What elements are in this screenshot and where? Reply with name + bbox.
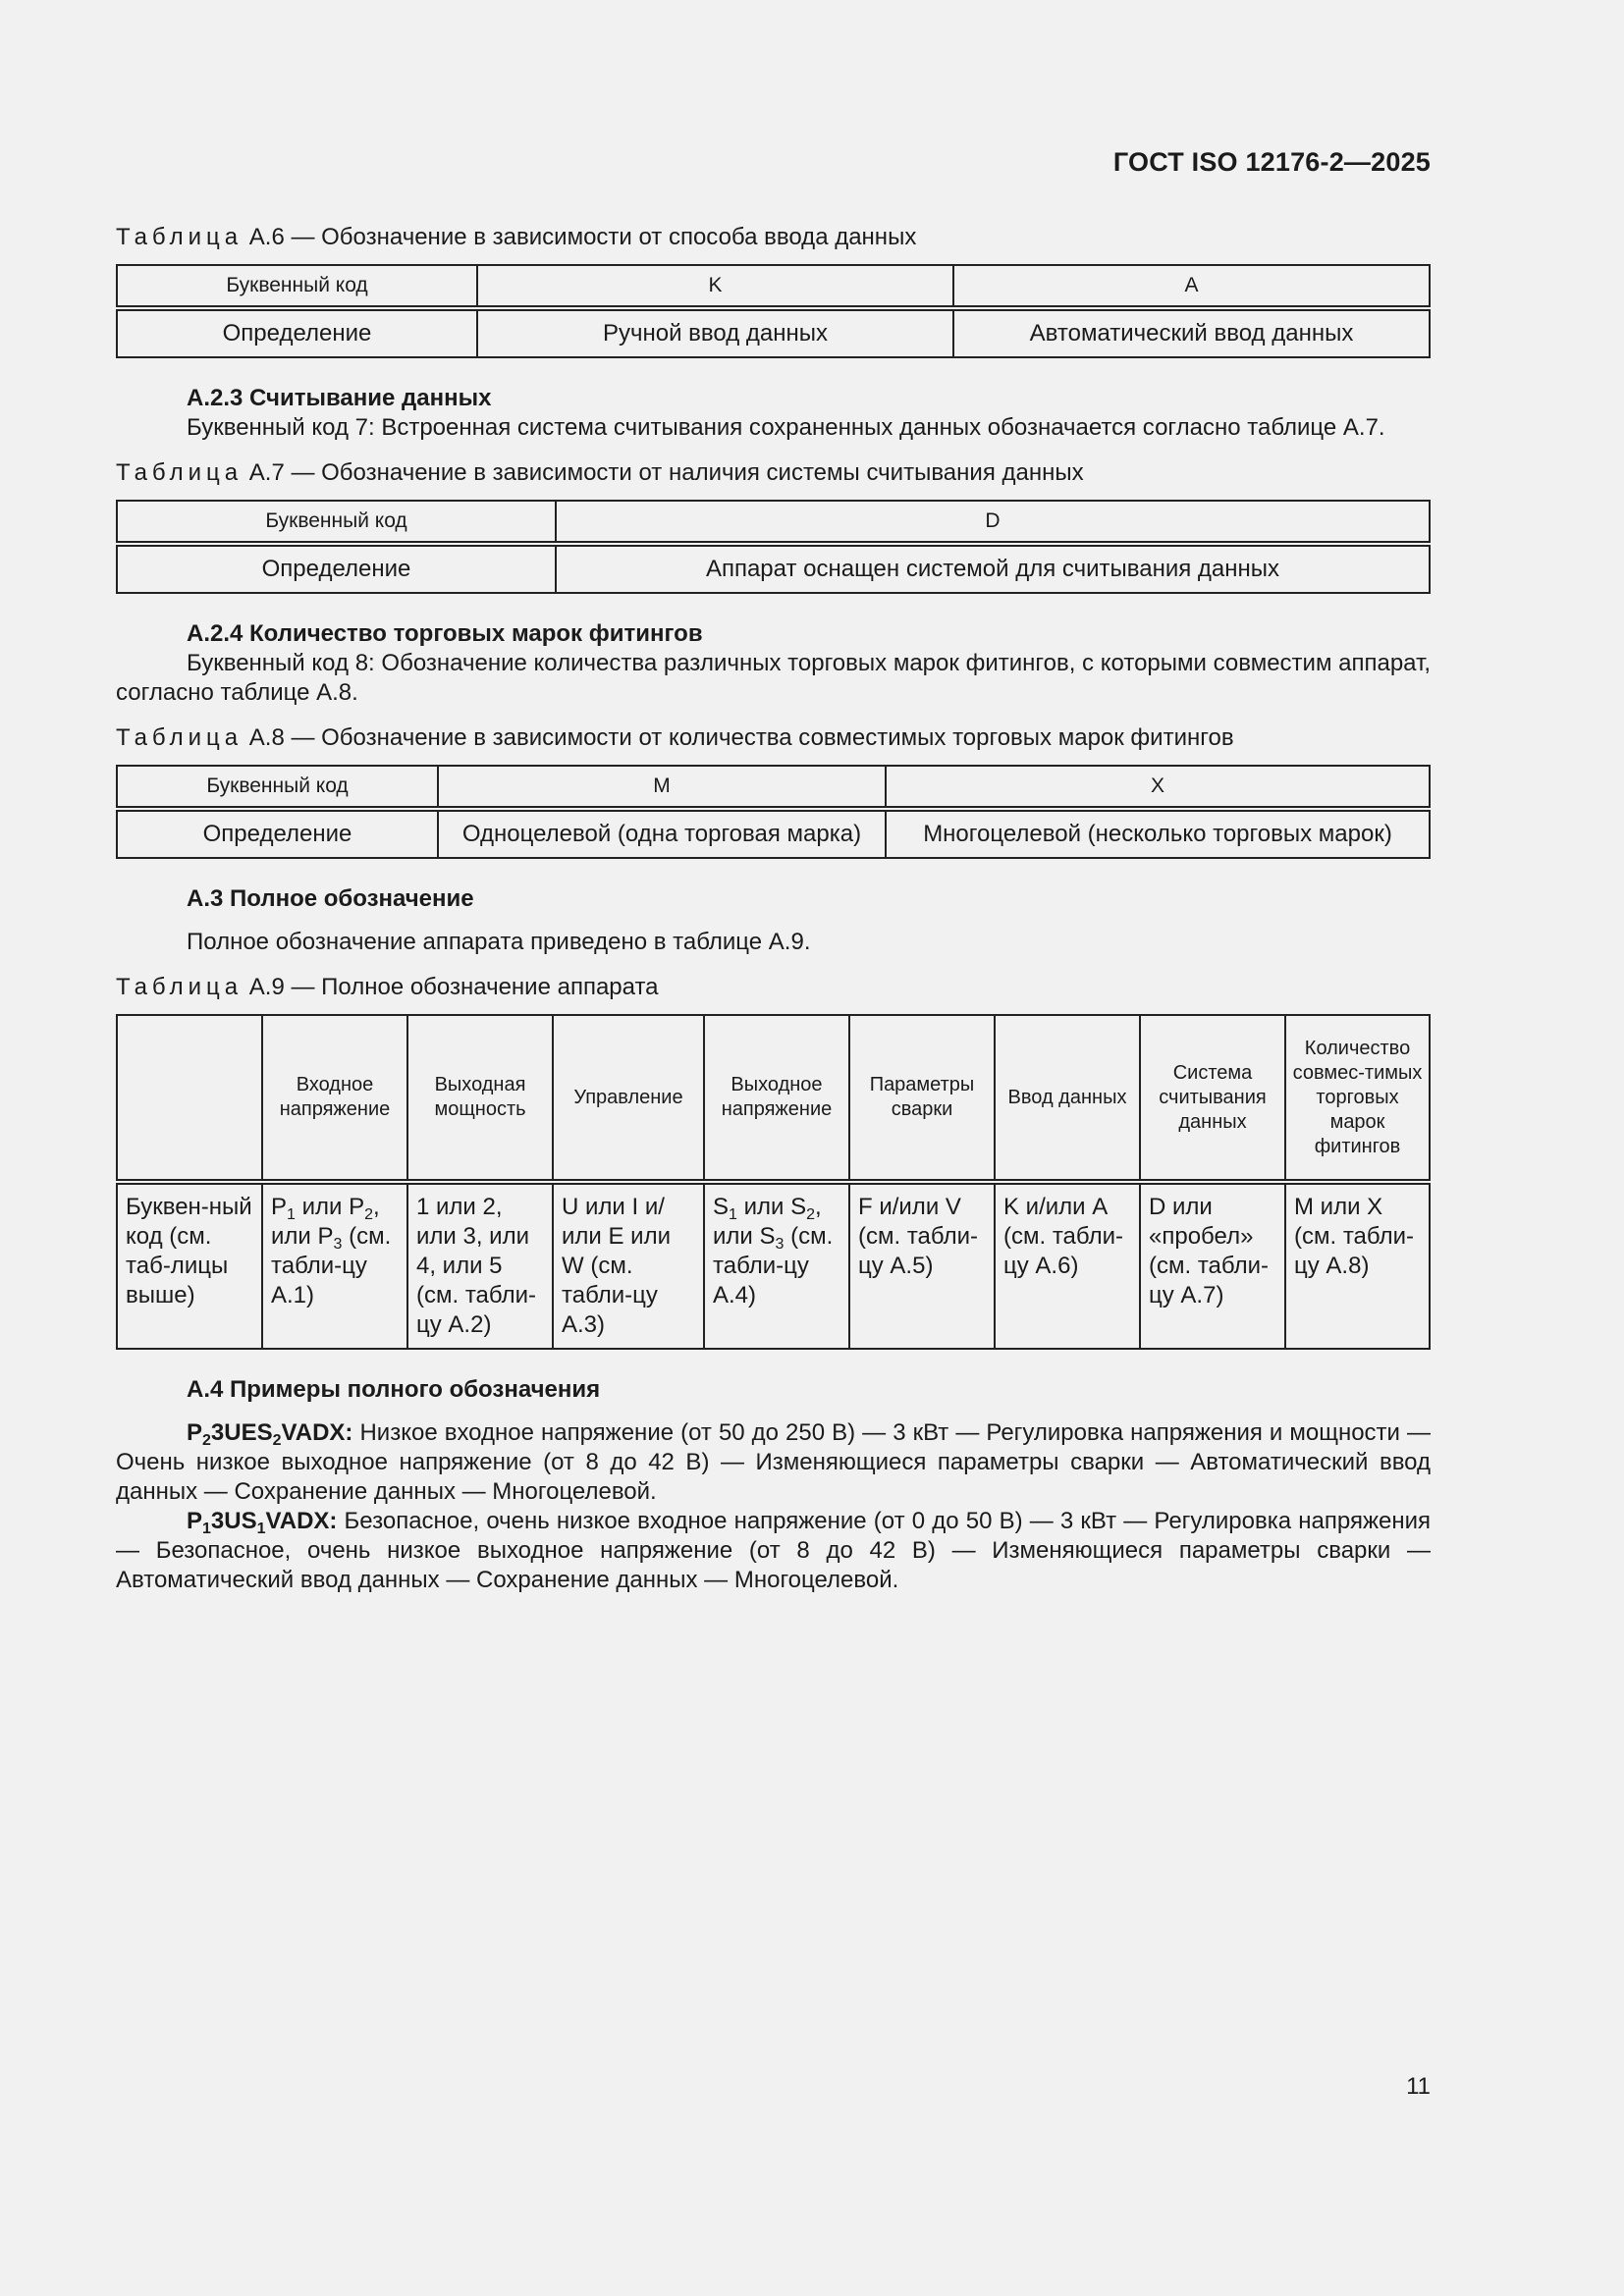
table-cell: K [477,265,953,308]
standard-designation: ГОСТ ISO 12176-2—2025 [1112,147,1431,177]
table-header-cell: Выходное напряжение [704,1015,849,1182]
paragraph: Полное обозначение аппарата приведено в таблице А.9. [187,929,811,955]
table-row [117,809,1430,858]
table-a6 [116,264,1431,358]
table-cell: U или I и/или E или W (см. табли-цу А.3) [553,1182,704,1349]
section-a24 [116,619,1431,708]
paragraph: Буквенный код 7: Встроенная система считывания сохраненных данных обозначается согласно таблице А.7. [187,414,1385,441]
caption-text: А.7 — Обозначение в зависимости от наличия системы считывания данных [243,459,1084,486]
caption-word: Таблица [116,974,244,1000]
table-cell: Буквенный код [117,501,556,544]
table-cell: 1 или 2, или 3, или 4, или 5 (см. табли-цу А.2) [407,1182,553,1349]
section-title: А.4 Примеры полного обозначения [187,1376,601,1403]
table-row [117,308,1430,357]
designation-code [187,1419,353,1449]
table-a9-caption [116,973,1431,1002]
subscript: 2 [272,1432,282,1449]
code-part: 3US [210,1508,257,1534]
cell-text: (см. табли-цу А.4) [713,1223,834,1308]
caption-text: А.8 — Обозначение в зависимости от количества совместимых торговых марок фитингов [243,724,1234,751]
table-row [117,265,1430,308]
table-cell: Определение [117,809,438,858]
table-header-cell: Ввод данных [995,1015,1140,1182]
table-header-cell: Управление [553,1015,704,1182]
cell-text: S [713,1194,730,1220]
code-part: 3UES [210,1419,273,1446]
code-part: P [187,1419,203,1446]
table-cell: Ручной ввод данных [477,308,953,357]
table-header-row [117,1015,1430,1182]
section-a3 [116,884,1431,957]
caption-word: Таблица [116,224,244,250]
table-cell: K и/или A (см. табли-цу А.6) [995,1182,1140,1349]
table-a9 [116,1014,1431,1350]
subscript: 3 [775,1236,785,1253]
table-header-cell: Параметры сварки [849,1015,995,1182]
table-cell: X [886,766,1430,809]
table-cell: Буквенный код [117,766,438,809]
table-a7 [116,500,1431,594]
cell-text: или P [295,1194,365,1220]
code-part: VADX: [265,1508,338,1534]
table-a6-caption [116,223,1431,252]
example-1 [116,1418,1431,1507]
table-cell: Многоцелевой (несколько торговых марок) [886,809,1430,858]
subscript: 3 [333,1236,343,1253]
code-part: VADX: [281,1419,353,1446]
table-cell: D [556,501,1430,544]
table-cell: D или «пробел» (см. табли-цу А.7) [1140,1182,1285,1349]
code-part: P [187,1508,203,1534]
page-content [116,223,1431,1595]
subscript: 1 [729,1206,737,1223]
table-header-cell: Выходная мощность [407,1015,553,1182]
table-a7-caption [116,458,1431,488]
table-cell: Буквенный код [117,265,477,308]
designation-code [187,1508,338,1537]
table-cell: M или X (см. табли-цу А.8) [1285,1182,1430,1349]
table-row [117,501,1430,544]
table-row [117,766,1430,809]
table-cell: F и/или V (см. табли-цу А.5) [849,1182,995,1349]
table-header-cell: Система считывания данных [1140,1015,1285,1182]
section-title: А.2.4 Количество торговых марок фитингов [187,620,703,647]
table-cell [262,1182,407,1349]
table-cell [704,1182,849,1349]
caption-text: А.9 — Полное обозначение аппарата [243,974,659,1000]
table-cell: Одноцелевой (одна торговая марка) [438,809,886,858]
cell-text: , или S [713,1194,822,1250]
table-cell: Автоматический ввод данных [953,308,1430,357]
caption-word: Таблица [116,724,244,751]
section-a4 [116,1375,1431,1595]
table-cell: Аппарат оснащен системой для считывания данных [556,544,1430,593]
paragraph: Буквенный код 8: Обозначение количества различных торговых марок фитингов, с которыми совместим аппарат, согласно таблице А.8. [116,650,1431,706]
subscript: 2 [806,1206,815,1223]
page-number: 11 [1406,2073,1431,2100]
table-header-cell: Количество совмес-тимых торговых марок фитингов [1285,1015,1430,1182]
table-cell: M [438,766,886,809]
section-title: А.2.3 Считывание данных [187,385,492,411]
example-text: Низкое входное напряжение (от 50 до 250 В) — 3 кВт — Регулировка напряжения и мощности — Очень низкое выходное напряжение (от 8 до 42 В) — Изменяющиеся параметры сварки — Автоматический ввод данных — Сохранение данных — Многоцелевой. [116,1419,1431,1505]
caption-text: А.6 — Обозначение в зависимости от способа ввода данных [243,224,917,250]
table-a8-caption [116,723,1431,753]
table-cell: Определение [117,308,477,357]
subscript: 1 [256,1521,266,1537]
example-2 [116,1507,1431,1595]
table-row [117,544,1430,593]
row-label-cell: Буквен-ный код (см. таб-лицы выше) [117,1182,262,1349]
cell-text: (см. табли-цу А.1) [271,1223,392,1308]
cell-text: P [271,1194,288,1220]
subscript: 2 [364,1206,373,1223]
table-cell: Определение [117,544,556,593]
subscript: 2 [202,1432,211,1449]
cell-text: , или P [271,1194,380,1250]
example-text: Безопасное, очень низкое входное напряжение (от 0 до 50 В) — 3 кВт — Регулировка напряжения — Безопасное, очень низкое выходное напряжение (от 8 до 42 В) — Изменяющиеся параметры сварки — Автоматический ввод данных — Сохранение данных — Многоцелевой. [116,1508,1431,1593]
subscript: 1 [202,1521,211,1537]
section-a23 [116,384,1431,443]
table-header-cell [117,1015,262,1182]
table-row [117,1182,1430,1349]
table-a8 [116,765,1431,859]
table-header-cell: Входное напряжение [262,1015,407,1182]
table-cell: A [953,265,1430,308]
section-title: А.3 Полное обозначение [187,885,474,912]
cell-text: или S [736,1194,807,1220]
caption-word: Таблица [116,459,244,486]
subscript: 1 [287,1206,296,1223]
